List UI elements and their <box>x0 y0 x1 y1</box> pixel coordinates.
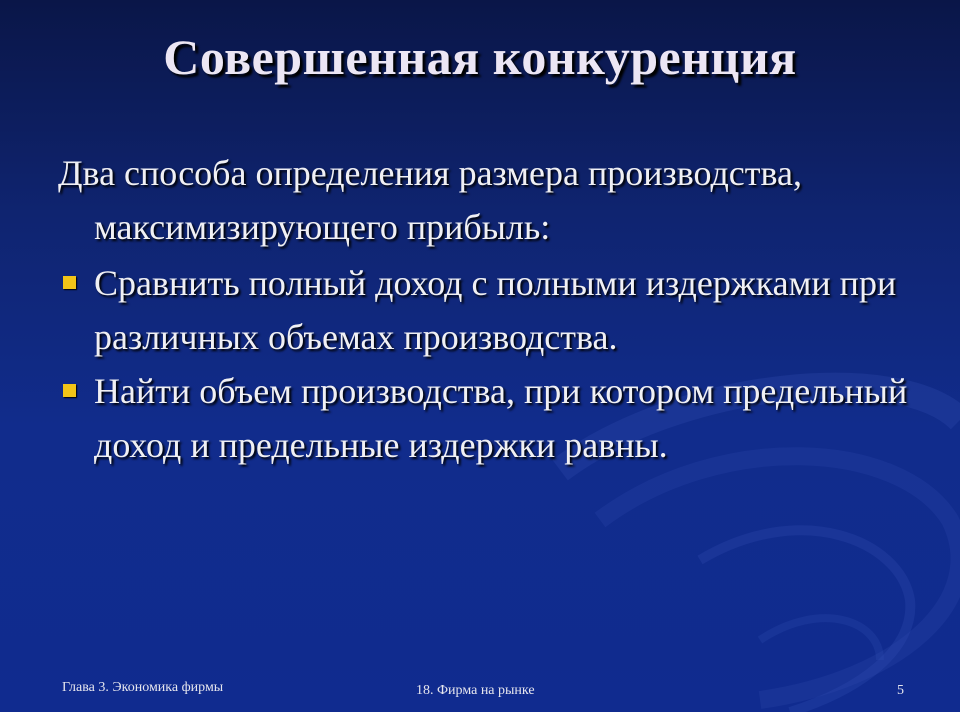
bullet-text: Найти объем производства, при котором предельный доход и предельные издержки равны. <box>94 371 908 465</box>
bullet-text: Сравнить полный доход с полными издержками при различных объемах производства. <box>94 263 897 357</box>
slide-title: Совершенная конкуренция <box>163 29 797 85</box>
square-bullet-icon <box>63 384 76 397</box>
bullet-item <box>58 256 918 364</box>
slide-body <box>58 146 918 472</box>
square-bullet-icon <box>63 276 76 289</box>
intro-text: Два способа определения размера производства, максимизирующего прибыль: <box>58 153 802 247</box>
footer-chapter: Глава 3. Экономика фирмы <box>62 680 224 695</box>
footer-topic: 18. Фирма на рынке <box>416 683 535 698</box>
bullet-item <box>58 364 918 472</box>
page-number: 5 <box>897 683 904 698</box>
